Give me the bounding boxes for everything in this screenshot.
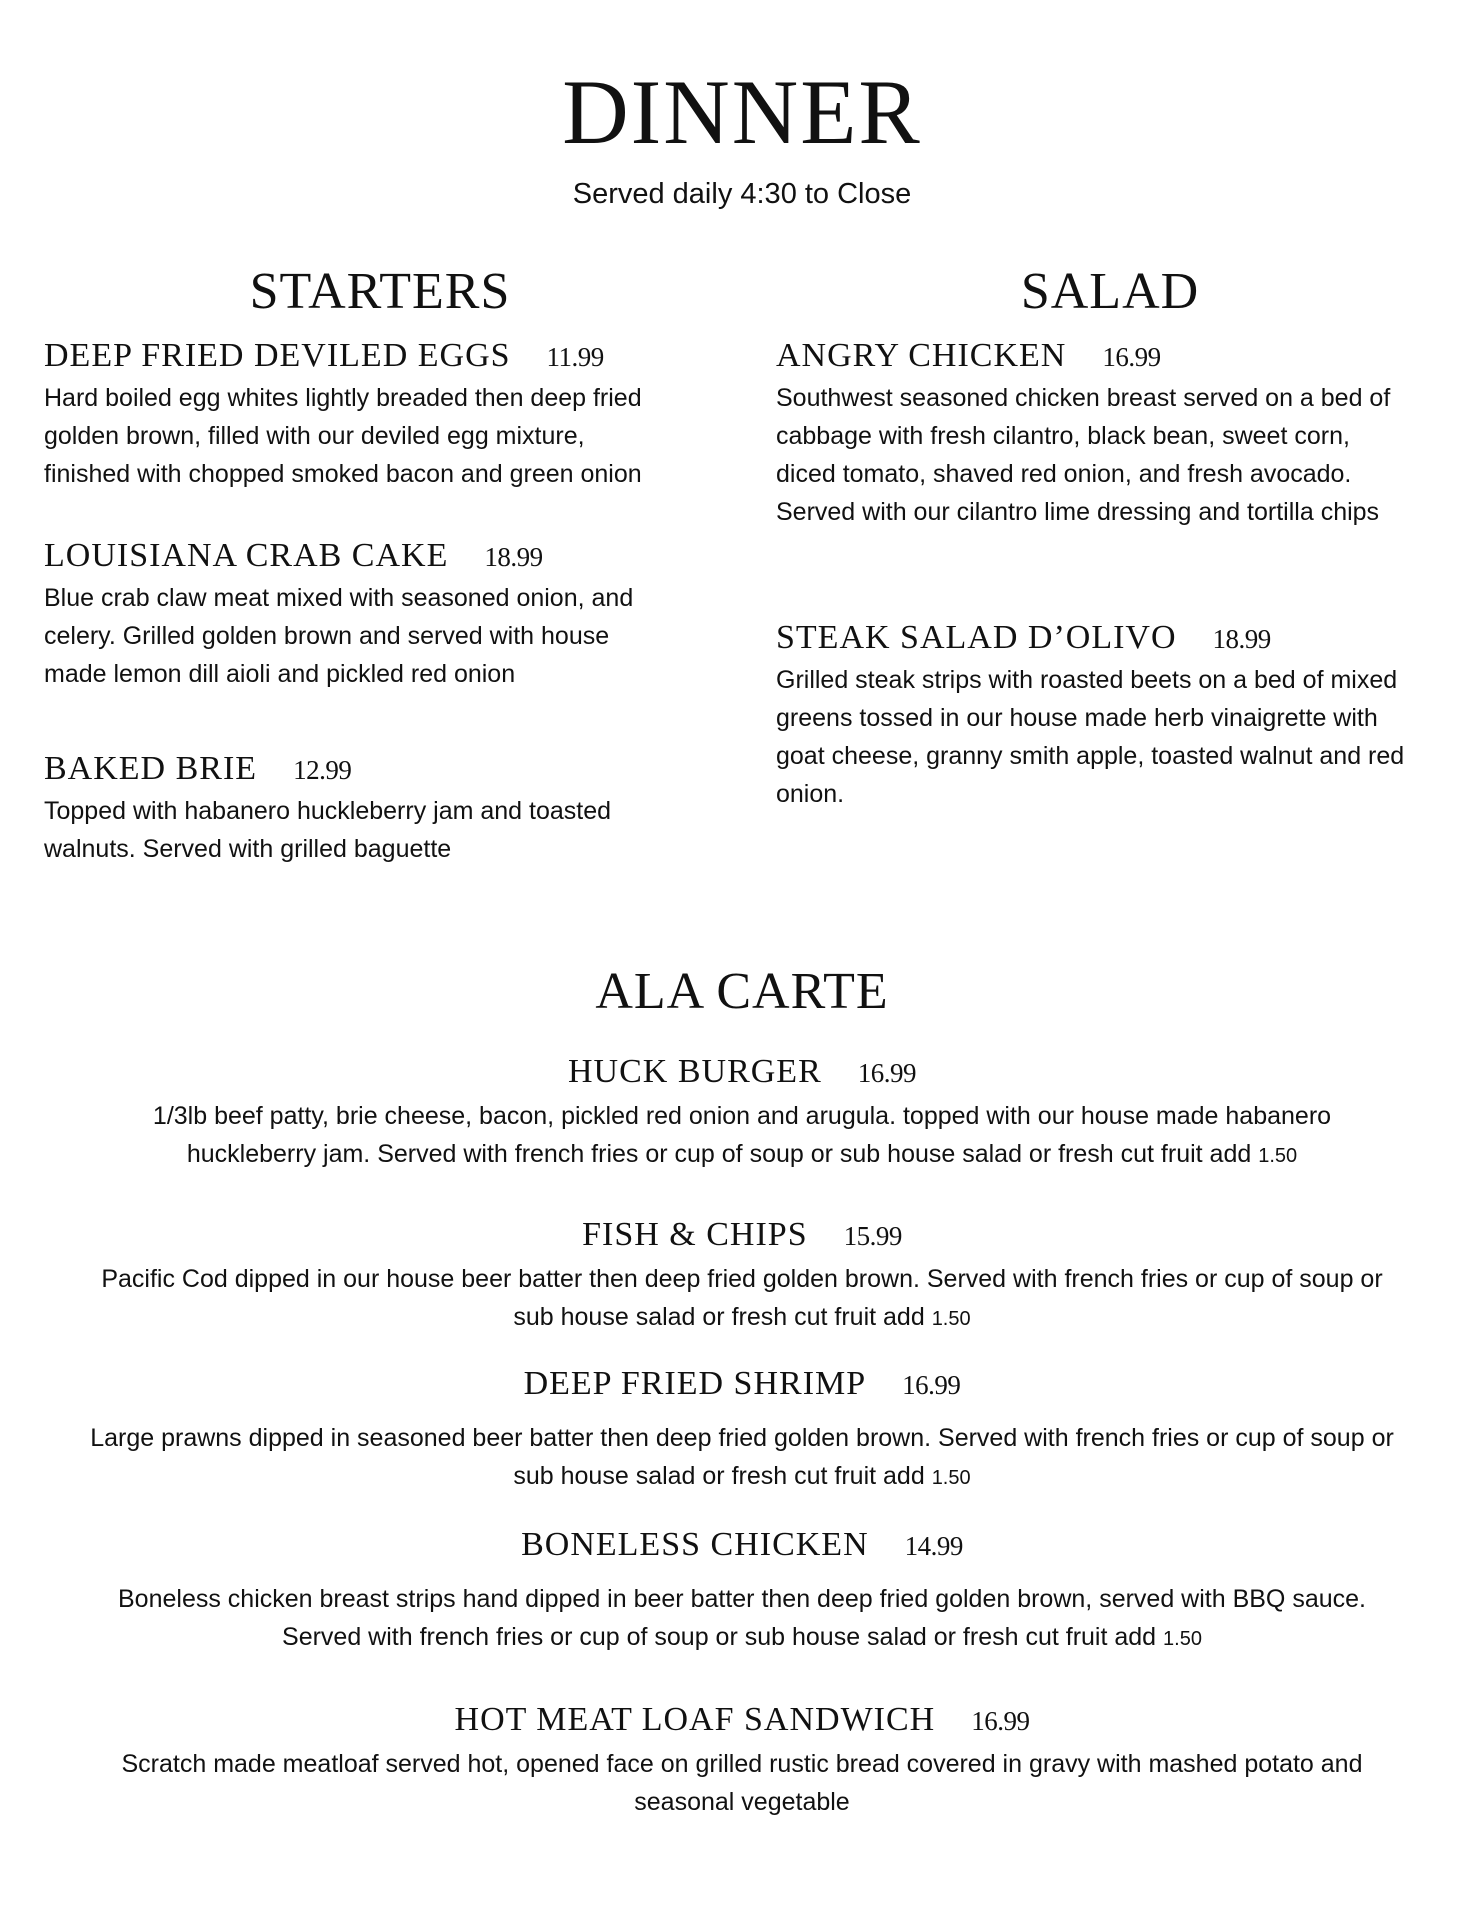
item-description — [30, 1580, 1454, 1658]
description-line: Boneless chicken breast strips hand dipped in beer batter then deep fried golden brown, served with BBQ sauce. — [118, 1585, 1366, 1613]
item-description — [44, 792, 744, 868]
item-price: 18.99 — [484, 542, 543, 572]
item-price: 16.99 — [857, 1058, 916, 1088]
description-line: cabbage with fresh cilantro, black bean, sweet corn, — [776, 422, 1350, 450]
menu-item-angry-chicken — [776, 336, 1476, 531]
description-line: finished with chopped smoked bacon and green onion — [44, 460, 642, 488]
menu-item-baked-brie — [44, 749, 744, 868]
item-name: BONELESS CHICKEN — [521, 1526, 869, 1563]
menu-item-fish-chips — [30, 1215, 1454, 1338]
item-heading — [30, 1364, 1454, 1405]
description-line: diced tomato, shaved red onion, and fresh avocado. — [776, 460, 1352, 488]
item-description — [30, 1097, 1454, 1175]
starters-section — [44, 336, 744, 876]
description-line — [30, 1457, 1454, 1497]
addon-price: 1.50 — [1258, 1145, 1298, 1167]
description-line — [30, 1135, 1454, 1175]
description-line: Blue crab claw meat mixed with seasoned onion, and — [44, 584, 634, 612]
addon-price: 1.50 — [1163, 1628, 1202, 1650]
item-description — [44, 379, 744, 493]
item-heading — [776, 618, 1476, 659]
item-description — [30, 1419, 1454, 1497]
item-description — [776, 661, 1476, 813]
item-name: ANGRY CHICKEN — [776, 337, 1067, 374]
description-line: celery. Grilled golden brown and served with house — [44, 622, 610, 650]
item-heading — [44, 336, 744, 377]
item-heading — [30, 1052, 1454, 1093]
item-heading — [30, 1700, 1454, 1741]
item-heading — [30, 1215, 1454, 1256]
description-line: Large prawns dipped in seasoned beer batter then deep fried golden brown. Served with french fries or cup of soup or — [90, 1424, 1394, 1452]
item-price: 11.99 — [546, 342, 604, 372]
description-text: sub house salad or fresh cut fruit add — [513, 1462, 925, 1490]
description-text: Served with french fries or cup of soup or sub house salad or fresh cut fruit add — [282, 1623, 1157, 1651]
item-heading — [44, 749, 744, 790]
salad-section — [776, 336, 1476, 816]
item-name: HOT MEAT LOAF SANDWICH — [454, 1701, 936, 1738]
item-price: 18.99 — [1212, 624, 1271, 654]
item-name: FISH & CHIPS — [582, 1216, 808, 1253]
item-description — [776, 379, 1476, 531]
description-line: Topped with habanero huckleberry jam and toasted — [44, 797, 612, 825]
description-line: Southwest seasoned chicken breast served on a bed of — [776, 384, 1391, 412]
menu-item-deep-fried-shrimp — [30, 1364, 1454, 1497]
menu-hours: Served daily 4:30 to Close — [572, 178, 912, 210]
item-price: 15.99 — [843, 1221, 902, 1251]
item-name: LOUISIANA CRAB CAKE — [44, 537, 449, 574]
item-description — [44, 579, 744, 693]
item-price: 16.99 — [902, 1370, 961, 1400]
item-description — [30, 1745, 1454, 1821]
description-line — [30, 1618, 1454, 1658]
addon-price: 1.50 — [931, 1308, 971, 1330]
menu-item-huck-burger — [30, 1052, 1454, 1175]
menu-item-deviled-eggs — [44, 336, 744, 493]
addon-price: 1.50 — [931, 1467, 971, 1489]
description-line: walnuts. Served with grilled baguette — [44, 835, 452, 863]
description-text: sub house salad or fresh cut fruit add — [513, 1303, 925, 1331]
item-description — [30, 1260, 1454, 1338]
item-heading — [44, 536, 744, 577]
item-heading — [776, 336, 1476, 377]
description-line: seasonal vegetable — [634, 1788, 850, 1816]
item-name: STEAK SALAD D’OLIVO — [776, 619, 1177, 656]
description-line: made lemon dill aioli and pickled red onion — [44, 660, 516, 688]
item-price: 12.99 — [293, 755, 352, 785]
description-line: onion. — [776, 780, 845, 808]
ala-carte-heading: ALA CARTE — [595, 963, 889, 1020]
description-line: Scratch made meatloaf served hot, opened face on grilled rustic bread covered in gravy with mashed potato and — [121, 1750, 1363, 1778]
item-name: HUCK BURGER — [568, 1053, 822, 1090]
item-price: 14.99 — [904, 1531, 963, 1561]
item-heading — [30, 1525, 1454, 1566]
item-price: 16.99 — [1102, 342, 1161, 372]
description-line — [30, 1298, 1454, 1338]
description-line: goat cheese, granny smith apple, toasted walnut and red — [776, 742, 1405, 770]
menu-item-boneless-chicken — [30, 1525, 1454, 1658]
salad-heading: SALAD — [1020, 263, 1200, 320]
description-text: huckleberry jam. Served with french fries or cup of soup or sub house salad or fresh cut fruit add — [186, 1140, 1252, 1168]
item-name: DEEP FRIED SHRIMP — [523, 1365, 867, 1402]
description-line: Pacific Cod dipped in our house beer batter then deep fried golden brown. Served with french fries or cup of soup or — [101, 1265, 1383, 1293]
menu-item-meat-loaf-sandwich — [30, 1700, 1454, 1821]
menu-title: DINNER — [562, 61, 922, 163]
item-name: DEEP FRIED DEVILED EGGS — [44, 337, 511, 374]
description-line: Hard boiled egg whites lightly breaded then deep fried — [44, 384, 642, 412]
description-line: Grilled steak strips with roasted beets on a bed of mixed — [776, 666, 1398, 694]
description-line: 1/3lb beef patty, brie cheese, bacon, pickled red onion and arugula. topped with our house made habanero — [152, 1102, 1332, 1130]
menu-item-crab-cake — [44, 536, 744, 693]
item-name: BAKED BRIE — [44, 750, 258, 787]
description-line: greens tossed in our house made herb vinaigrette with — [776, 704, 1378, 732]
starters-heading: STARTERS — [249, 263, 511, 320]
menu-item-steak-salad — [776, 618, 1476, 813]
item-price: 16.99 — [971, 1706, 1030, 1736]
description-line: Served with our cilantro lime dressing and tortilla chips — [776, 498, 1380, 526]
description-line: golden brown, filled with our deviled egg mixture, — [44, 422, 585, 450]
